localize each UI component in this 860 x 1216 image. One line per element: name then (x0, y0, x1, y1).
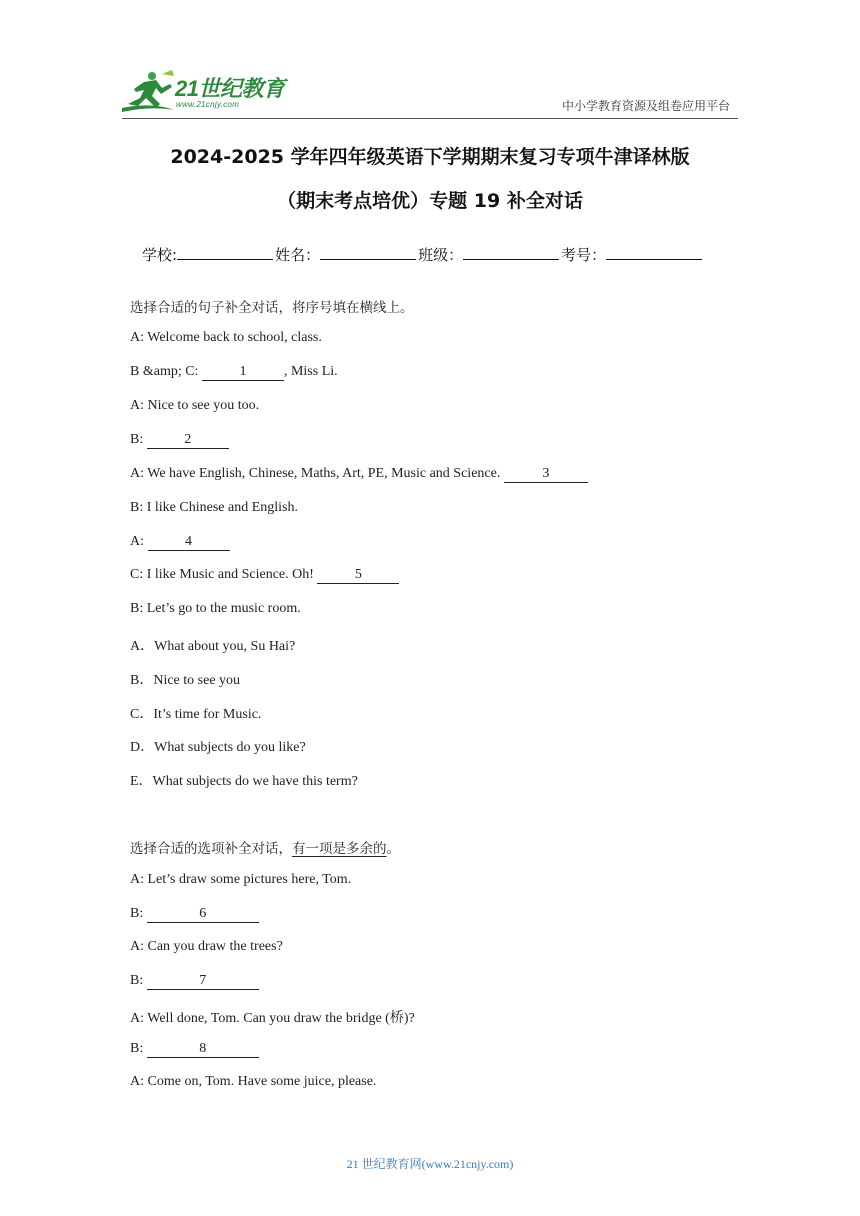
dialogue-line (130, 567, 399, 584)
answer-blank-5[interactable]: 5 (317, 567, 399, 584)
dialogue-line (130, 364, 338, 381)
speaker-text: B: (130, 1041, 147, 1056)
dialogue-line: B: Let’s go to the music room. (130, 601, 301, 616)
name-label: 姓名： (275, 246, 321, 264)
page-title-line1: 2024-2025 学年四年级英语下学期期末复习专项牛津译林版 (170, 146, 690, 168)
instruction-text: 选择合适的选项补全对话， (130, 841, 292, 857)
dialogue-line (130, 906, 259, 923)
class-field[interactable] (463, 245, 559, 260)
name-field[interactable] (320, 245, 416, 260)
number-label: 考号： (561, 246, 607, 264)
line-text: , Miss Li. (283, 364, 338, 379)
logo-text: 21世纪教育 (175, 76, 285, 101)
dialogue-line: A: Welcome back to school, class. (130, 330, 322, 345)
instruction-emphasis: 有一项是多余的 (292, 841, 387, 857)
dialogue-line (130, 432, 229, 449)
instruction-end: 。 (386, 841, 400, 857)
dialogue-line: A: Nice to see you too. (130, 398, 260, 413)
section1-instruction: 选择合适的句子补全对话，将序号填在横线上。 (130, 300, 414, 316)
option-c: C．It’s time for Music. (130, 707, 262, 722)
answer-blank-7[interactable]: 7 (147, 973, 259, 990)
number-field[interactable] (606, 245, 702, 260)
speaker-text: B &amp; C: (130, 364, 202, 379)
dialogue-line: A: Let’s draw some pictures here, Tom. (130, 872, 352, 887)
answer-blank-2[interactable]: 2 (147, 432, 229, 449)
platform-label: 中小学教育资源及组卷应用平台 (561, 99, 730, 113)
dialogue-line (130, 466, 588, 483)
answer-blank-6[interactable]: 6 (147, 906, 259, 923)
dialogue-line: B: I like Chinese and English. (130, 500, 298, 515)
answer-blank-8[interactable]: 8 (147, 1041, 259, 1058)
section2-instruction (130, 837, 400, 857)
page-title-line2: （期末考点培优）专题 19 补全对话 (277, 190, 583, 212)
speaker-text: A: (130, 534, 148, 549)
school-field[interactable] (177, 245, 273, 260)
option-b: B．Nice to see you (130, 673, 241, 688)
answer-blank-1[interactable]: 1 (202, 364, 284, 381)
logo-url: www.21cnjy.com (176, 100, 240, 109)
answer-blank-3[interactable]: 3 (504, 466, 588, 483)
option-a: A．What about you, Su Hai? (130, 639, 296, 654)
speaker-text: B: (130, 973, 147, 988)
dialogue-line: A: Come on, Tom. Have some juice, please. (130, 1074, 377, 1089)
option-e: E．What subjects do we have this term? (130, 774, 358, 789)
dialogue-line (130, 973, 259, 990)
answer-blank-4[interactable]: 4 (148, 534, 230, 551)
option-d: D．What subjects do you like? (130, 740, 306, 755)
dialogue-line (130, 1041, 259, 1058)
dialogue-line: A: Can you draw the trees? (130, 939, 283, 954)
school-label: 学校: (142, 246, 178, 264)
footer-link[interactable]: 21 世纪教育网(www.21cnjy.com) (346, 1157, 514, 1171)
class-label: 班级： (418, 246, 464, 264)
line-text: C: I like Music and Science. Oh! (130, 567, 318, 582)
line-text: A: We have English, Chinese, Maths, Art, PE, Music and Science. (130, 466, 504, 481)
header-divider (122, 118, 738, 119)
dialogue-line (130, 534, 230, 551)
speaker-text: B: (130, 432, 147, 447)
speaker-text: B: (130, 906, 147, 921)
dialogue-line: A: Well done, Tom. Can you draw the bridge (桥)? (130, 1011, 415, 1026)
student-info-row (142, 244, 704, 265)
